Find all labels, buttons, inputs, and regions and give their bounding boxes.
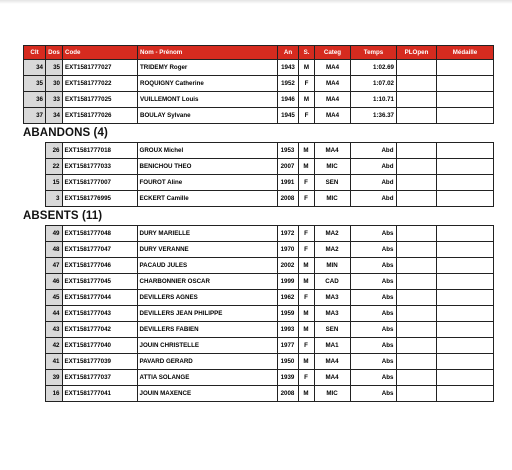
clt-cell: 35 xyxy=(24,76,46,92)
name-cell: PAVARD GERARD xyxy=(137,354,277,370)
medaille-cell xyxy=(436,226,493,242)
name-cell: DURY VERANNE xyxy=(137,242,277,258)
dos-cell: 45 xyxy=(45,290,62,306)
plopen-cell xyxy=(396,338,436,354)
plopen-cell xyxy=(396,159,436,175)
table-row xyxy=(23,322,493,338)
code-cell: EXT1581777027 xyxy=(63,60,138,76)
medaille-cell xyxy=(437,60,494,76)
code-cell: EXT1581777033 xyxy=(62,159,137,175)
categ-cell: MA1 xyxy=(314,338,350,354)
plopen-cell xyxy=(396,143,436,159)
plopen-cell xyxy=(396,226,436,242)
abandons-table xyxy=(23,142,494,207)
name-cell: BENICHOU THEO xyxy=(137,159,277,175)
table-row xyxy=(23,226,493,242)
sex-cell: F xyxy=(298,370,314,386)
name-cell: ROQUIGNY Catherine xyxy=(138,76,278,92)
table-row xyxy=(23,159,493,175)
categ-cell: MA2 xyxy=(314,242,350,258)
sex-cell: F xyxy=(298,290,314,306)
medaille-cell xyxy=(436,274,493,290)
absents-table xyxy=(23,225,494,402)
page-top-edge xyxy=(0,0,512,4)
table-row xyxy=(23,386,493,402)
year-cell: 1943 xyxy=(278,60,299,76)
col-header-an: An xyxy=(278,46,299,60)
code-cell: EXT1581777026 xyxy=(63,108,138,124)
year-cell: 1962 xyxy=(277,290,298,306)
dos-cell: 46 xyxy=(45,274,62,290)
table-row xyxy=(24,108,494,124)
year-cell: 1959 xyxy=(277,306,298,322)
year-cell: 1953 xyxy=(277,143,298,159)
sex-cell: M xyxy=(299,60,315,76)
dos-cell: 47 xyxy=(45,258,62,274)
temps-cell: Abs xyxy=(350,258,396,274)
year-cell: 1939 xyxy=(277,370,298,386)
medaille-cell xyxy=(436,386,493,402)
sex-cell: M xyxy=(298,274,314,290)
name-cell: ATTIA SOLANGE xyxy=(137,370,277,386)
name-cell: DEVILLERS FABIEN xyxy=(137,322,277,338)
name-cell: ECKERT Camille xyxy=(137,191,277,207)
categ-cell: MIC xyxy=(314,386,350,402)
year-cell: 1993 xyxy=(277,322,298,338)
medaille-cell xyxy=(436,143,493,159)
plopen-cell xyxy=(397,92,437,108)
temps-cell: Abs xyxy=(350,242,396,258)
empty-clt-cell xyxy=(23,242,45,258)
col-header-code: Code xyxy=(63,46,138,60)
table-row xyxy=(23,191,493,207)
code-cell: EXT1581777045 xyxy=(62,274,137,290)
temps-cell: 1:10.71 xyxy=(351,92,397,108)
name-cell: TRIDEMY Roger xyxy=(138,60,278,76)
code-cell: EXT1581777040 xyxy=(62,338,137,354)
empty-clt-cell xyxy=(23,159,45,175)
dos-cell: 41 xyxy=(45,354,62,370)
sex-cell: M xyxy=(299,92,315,108)
dos-cell: 43 xyxy=(45,322,62,338)
medaille-cell xyxy=(436,306,493,322)
name-cell: JOUIN MAXENCE xyxy=(137,386,277,402)
categ-cell: MA4 xyxy=(315,108,351,124)
col-header-plopen: PLOpen xyxy=(397,46,437,60)
name-cell: DURY MARIELLE xyxy=(137,226,277,242)
year-cell: 1945 xyxy=(278,108,299,124)
name-cell: VUILLEMONT Louis xyxy=(138,92,278,108)
sex-cell: M xyxy=(298,258,314,274)
table-row xyxy=(23,338,493,354)
code-cell: EXT1581777018 xyxy=(62,143,137,159)
col-header-name: Nom - Prénom xyxy=(138,46,278,60)
temps-cell: Abd xyxy=(350,191,396,207)
temps-cell: Abd xyxy=(350,175,396,191)
table-row xyxy=(23,306,493,322)
temps-cell: Abs xyxy=(350,386,396,402)
categ-cell: MA4 xyxy=(314,354,350,370)
absents-heading: ABSENTS (11) xyxy=(23,210,103,222)
empty-clt-cell xyxy=(23,354,45,370)
table-header-row xyxy=(24,46,494,60)
dos-cell: 48 xyxy=(45,242,62,258)
plopen-cell xyxy=(396,191,436,207)
table-row xyxy=(24,92,494,108)
abandons-heading: ABANDONS (4) xyxy=(23,127,108,139)
plopen-cell xyxy=(396,242,436,258)
name-cell: DEVILLERS AGNES xyxy=(137,290,277,306)
empty-clt-cell xyxy=(23,386,45,402)
code-cell: EXT1581777022 xyxy=(63,76,138,92)
plopen-cell xyxy=(397,60,437,76)
table-row xyxy=(23,370,493,386)
categ-cell: MA2 xyxy=(314,226,350,242)
code-cell: EXT1581777047 xyxy=(62,242,137,258)
name-cell: PACAUD JULES xyxy=(137,258,277,274)
plopen-cell xyxy=(396,386,436,402)
dos-cell: 15 xyxy=(45,175,62,191)
sex-cell: M xyxy=(298,306,314,322)
empty-clt-cell xyxy=(23,306,45,322)
dos-cell: 34 xyxy=(46,108,63,124)
clt-cell: 37 xyxy=(24,108,46,124)
medaille-cell xyxy=(436,159,493,175)
dos-cell: 22 xyxy=(45,159,62,175)
temps-cell: Abd xyxy=(350,143,396,159)
temps-cell: Abd xyxy=(350,159,396,175)
medaille-cell xyxy=(436,290,493,306)
col-header-clt: Clt xyxy=(24,46,46,60)
table-row xyxy=(24,76,494,92)
categ-cell: SEN xyxy=(314,175,350,191)
name-cell: FOUROT Aline xyxy=(137,175,277,191)
temps-cell: Abs xyxy=(350,226,396,242)
medaille-cell xyxy=(436,354,493,370)
categ-cell: CAD xyxy=(314,274,350,290)
categ-cell: MA4 xyxy=(315,92,351,108)
sex-cell: F xyxy=(298,226,314,242)
code-cell: EXT1581777046 xyxy=(62,258,137,274)
categ-cell: MIC xyxy=(314,191,350,207)
year-cell: 1952 xyxy=(278,76,299,92)
categ-cell: MIN xyxy=(314,258,350,274)
medaille-cell xyxy=(437,108,494,124)
year-cell: 2002 xyxy=(277,258,298,274)
temps-cell: Abs xyxy=(350,290,396,306)
code-cell: EXT1581777041 xyxy=(62,386,137,402)
temps-cell: 1:02.69 xyxy=(351,60,397,76)
finishers-table xyxy=(23,45,494,124)
medaille-cell xyxy=(436,338,493,354)
year-cell: 2008 xyxy=(277,386,298,402)
table-row xyxy=(23,274,493,290)
empty-clt-cell xyxy=(23,290,45,306)
table-row xyxy=(23,258,493,274)
table-row xyxy=(23,175,493,191)
medaille-cell xyxy=(436,258,493,274)
year-cell: 1977 xyxy=(277,338,298,354)
table-row xyxy=(24,60,494,76)
plopen-cell xyxy=(396,290,436,306)
dos-cell: 16 xyxy=(45,386,62,402)
sex-cell: F xyxy=(298,242,314,258)
name-cell: CHARBONNIER OSCAR xyxy=(137,274,277,290)
dos-cell: 49 xyxy=(45,226,62,242)
year-cell: 1970 xyxy=(277,242,298,258)
plopen-cell xyxy=(396,354,436,370)
empty-clt-cell xyxy=(23,322,45,338)
year-cell: 1950 xyxy=(277,354,298,370)
temps-cell: 1:36.37 xyxy=(351,108,397,124)
sex-cell: M xyxy=(298,322,314,338)
medaille-cell xyxy=(436,175,493,191)
sex-cell: M xyxy=(298,354,314,370)
sex-cell: F xyxy=(299,108,315,124)
year-cell: 2008 xyxy=(277,191,298,207)
year-cell: 1972 xyxy=(277,226,298,242)
code-cell: EXT1581777037 xyxy=(62,370,137,386)
categ-cell: MA3 xyxy=(314,290,350,306)
col-header-dos: Dos xyxy=(46,46,63,60)
clt-cell: 34 xyxy=(24,60,46,76)
name-cell: JOUIN CHRISTELLE xyxy=(137,338,277,354)
dos-cell: 39 xyxy=(45,370,62,386)
clt-cell: 36 xyxy=(24,92,46,108)
year-cell: 1999 xyxy=(277,274,298,290)
sex-cell: M xyxy=(298,386,314,402)
dos-cell: 42 xyxy=(45,338,62,354)
medaille-cell xyxy=(437,76,494,92)
code-cell: EXT1581777048 xyxy=(62,226,137,242)
col-header-categ: Categ xyxy=(315,46,351,60)
col-header-temps: Temps xyxy=(351,46,397,60)
sex-cell: F xyxy=(298,338,314,354)
code-cell: EXT1581777007 xyxy=(62,175,137,191)
empty-clt-cell xyxy=(23,143,45,159)
categ-cell: MA4 xyxy=(314,143,350,159)
temps-cell: Abs xyxy=(350,306,396,322)
temps-cell: 1:07.02 xyxy=(351,76,397,92)
sex-cell: M xyxy=(298,143,314,159)
plopen-cell xyxy=(397,108,437,124)
categ-cell: MA4 xyxy=(314,370,350,386)
categ-cell: MA4 xyxy=(315,60,351,76)
empty-clt-cell xyxy=(23,226,45,242)
plopen-cell xyxy=(396,258,436,274)
categ-cell: MIC xyxy=(314,159,350,175)
table-row xyxy=(23,290,493,306)
code-cell: EXT1581777044 xyxy=(62,290,137,306)
name-cell: DEVILLERS JEAN PHILIPPE xyxy=(137,306,277,322)
temps-cell: Abs xyxy=(350,354,396,370)
sex-cell: F xyxy=(298,191,314,207)
empty-clt-cell xyxy=(23,338,45,354)
dos-cell: 35 xyxy=(46,60,63,76)
temps-cell: Abs xyxy=(350,274,396,290)
plopen-cell xyxy=(396,322,436,338)
dos-cell: 3 xyxy=(45,191,62,207)
plopen-cell xyxy=(396,274,436,290)
plopen-cell xyxy=(397,76,437,92)
categ-cell: MA3 xyxy=(314,306,350,322)
categ-cell: MA4 xyxy=(315,76,351,92)
plopen-cell xyxy=(396,370,436,386)
dos-cell: 26 xyxy=(45,143,62,159)
medaille-cell xyxy=(436,370,493,386)
code-cell: EXT1581777039 xyxy=(62,354,137,370)
results-sheet xyxy=(23,45,493,402)
sex-cell: F xyxy=(299,76,315,92)
empty-clt-cell xyxy=(23,191,45,207)
dos-cell: 33 xyxy=(46,92,63,108)
plopen-cell xyxy=(396,175,436,191)
empty-clt-cell xyxy=(23,274,45,290)
empty-clt-cell xyxy=(23,175,45,191)
code-cell: EXT1581777042 xyxy=(62,322,137,338)
medaille-cell xyxy=(436,322,493,338)
col-header-sex: S. xyxy=(299,46,315,60)
year-cell: 2007 xyxy=(277,159,298,175)
code-cell: EXT1581776995 xyxy=(62,191,137,207)
name-cell: GROUX Michel xyxy=(137,143,277,159)
sex-cell: F xyxy=(298,175,314,191)
code-cell: EXT1581777025 xyxy=(63,92,138,108)
temps-cell: Abs xyxy=(350,322,396,338)
sex-cell: M xyxy=(298,159,314,175)
year-cell: 1991 xyxy=(277,175,298,191)
dos-cell: 44 xyxy=(45,306,62,322)
table-row xyxy=(23,354,493,370)
empty-clt-cell xyxy=(23,370,45,386)
col-header-medaille: Médaille xyxy=(437,46,494,60)
code-cell: EXT1581777043 xyxy=(62,306,137,322)
name-cell: BOULAY Sylvane xyxy=(138,108,278,124)
year-cell: 1946 xyxy=(278,92,299,108)
temps-cell: Abs xyxy=(350,370,396,386)
plopen-cell xyxy=(396,306,436,322)
categ-cell: SEN xyxy=(314,322,350,338)
table-row xyxy=(23,242,493,258)
medaille-cell xyxy=(436,242,493,258)
dos-cell: 30 xyxy=(46,76,63,92)
medaille-cell xyxy=(436,191,493,207)
empty-clt-cell xyxy=(23,258,45,274)
medaille-cell xyxy=(437,92,494,108)
table-row xyxy=(23,143,493,159)
temps-cell: Abs xyxy=(350,338,396,354)
